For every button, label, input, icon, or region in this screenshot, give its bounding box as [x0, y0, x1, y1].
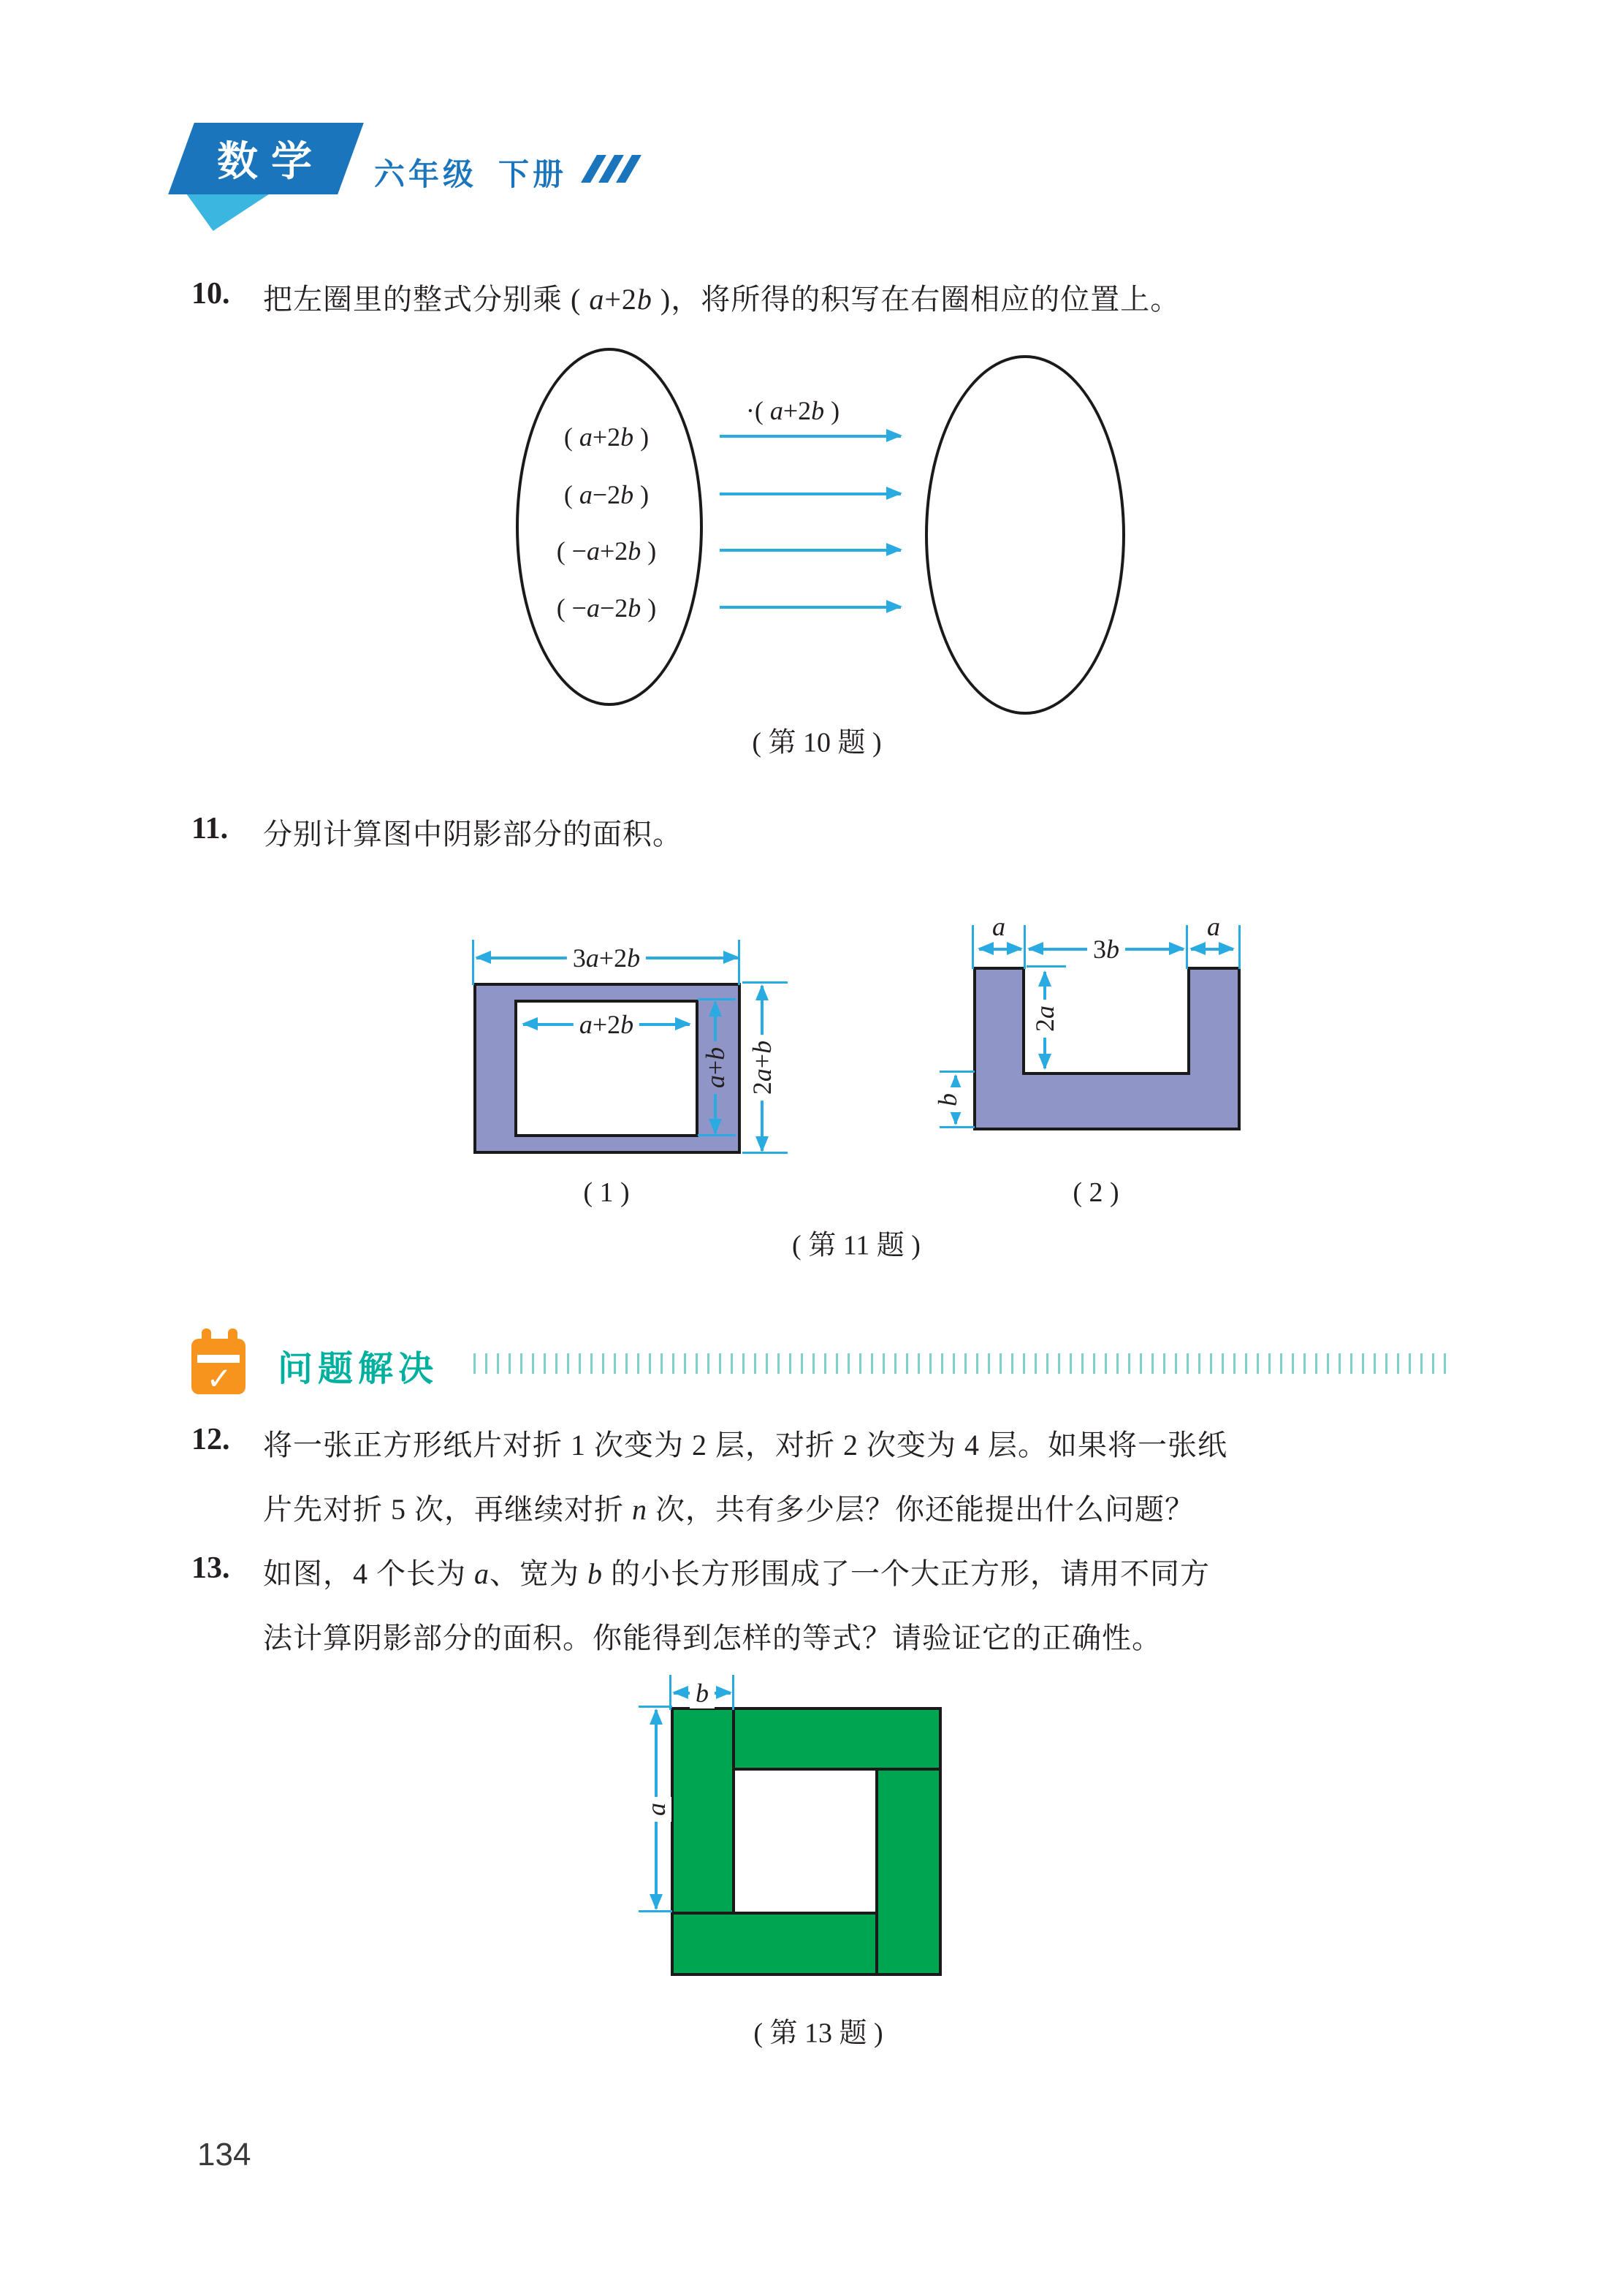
mapping-arrow-icon [720, 606, 901, 609]
logo-ribbon-fold [183, 189, 278, 231]
dim-tick [732, 1675, 734, 1710]
dim-tick [1027, 965, 1066, 968]
dim-tick [639, 1706, 672, 1708]
dim-tick [1186, 925, 1188, 969]
mapping-arrow-icon [720, 493, 901, 495]
figure11-caption: ( 第 11 题 ) [792, 1230, 921, 1261]
pinwheel-rect-right [875, 1768, 942, 1976]
mapping-arrow-icon [720, 549, 901, 552]
subfigure1-tag: ( 1 ) [583, 1177, 630, 1208]
dim-label-2ab: 2a+b [747, 1035, 777, 1101]
problem11-number: 11. [191, 812, 229, 845]
dim-tick [940, 1071, 975, 1073]
mapping-arrow-icon [720, 435, 901, 438]
problem10-number: 10. [191, 277, 230, 311]
pinwheel-rect-bottom [671, 1912, 878, 1976]
dim-tick [639, 1910, 672, 1912]
dim-label-b13: b [690, 1678, 715, 1708]
figure13-caption: ( 第 13 题 ) [753, 2018, 883, 2049]
expression-item: ( −a−2b ) [556, 593, 657, 623]
dim-tick [472, 940, 474, 985]
problem13-line2: 法计算阴影部分的面积。你能得到怎样的等式？请验证它的正确性。 [263, 1622, 1162, 1654]
checkmark-icon: ✓ [206, 1361, 232, 1396]
problem13-line1: 如图，4 个长为 a、宽为 b 的小长方形围成了一个大正方形，请用不同方 [263, 1557, 1210, 1590]
dim-tick [1024, 925, 1026, 969]
dim-arrow [1191, 948, 1233, 951]
dim-tick [940, 1126, 975, 1128]
grade-label: 六年级 [374, 157, 478, 191]
right-set-ellipse [925, 355, 1125, 715]
figure10-caption: ( 第 10 题 ) [752, 727, 882, 759]
subfigure2-tag: ( 2 ) [1073, 1177, 1119, 1208]
expression-item: ( a−2b ) [563, 480, 650, 509]
subject-label: 数学 [217, 138, 325, 184]
left-set-ellipse [516, 348, 703, 706]
subject-logo [168, 123, 364, 194]
problem12-line2: 片先对折 5 次，再继续对折 n 次，共有多少层？你还能提出什么问题？ [263, 1493, 1195, 1526]
expression-item: ( a+2b ) [563, 422, 650, 452]
dim-tick [669, 1675, 671, 1710]
page-number: 134 [197, 2137, 251, 2173]
dim-tick [1238, 925, 1241, 969]
dim-arrow [979, 948, 1021, 951]
dim-label-a2b: a+2b [574, 1009, 639, 1040]
dim-tick [742, 981, 788, 984]
pinwheel-rect-top [732, 1707, 942, 1771]
dim-label-2a: 2a [1029, 1000, 1060, 1038]
dim-label-a-left: a [992, 912, 1005, 941]
dim-label-3a2b: 3a+2b [567, 943, 646, 973]
pinwheel-rect-left [671, 1707, 735, 1915]
problem10-text: 把左圈里的整式分别乘 ( a+2b )，将所得的积写在右圈相应的位置上。 [263, 283, 1181, 316]
dim-tick [972, 925, 974, 969]
dim-label-3b: 3b [1087, 934, 1125, 965]
dim-label-a13: a [641, 1797, 671, 1822]
problem11-text: 分别计算图中阴影部分的面积。 [263, 818, 682, 851]
dim-label-ab: a+b [700, 1041, 731, 1094]
section-title: 问题解决 [278, 1350, 439, 1388]
volume-label: 下册 [498, 157, 568, 191]
problem13-number: 13. [191, 1551, 230, 1585]
multiply-arrow-label: ·( a+2b ) [745, 396, 840, 425]
dim-label-a-right: a [1207, 912, 1220, 941]
dim-label-b: b [932, 1087, 963, 1112]
expression-item: ( −a+2b ) [556, 536, 657, 566]
problem12-number: 12. [191, 1423, 230, 1456]
problem12-line1: 将一张正方形纸片对折 1 次变为 2 层，对折 2 次变为 4 层。如果将一张纸 [263, 1429, 1227, 1461]
section-divider [473, 1353, 1452, 1374]
